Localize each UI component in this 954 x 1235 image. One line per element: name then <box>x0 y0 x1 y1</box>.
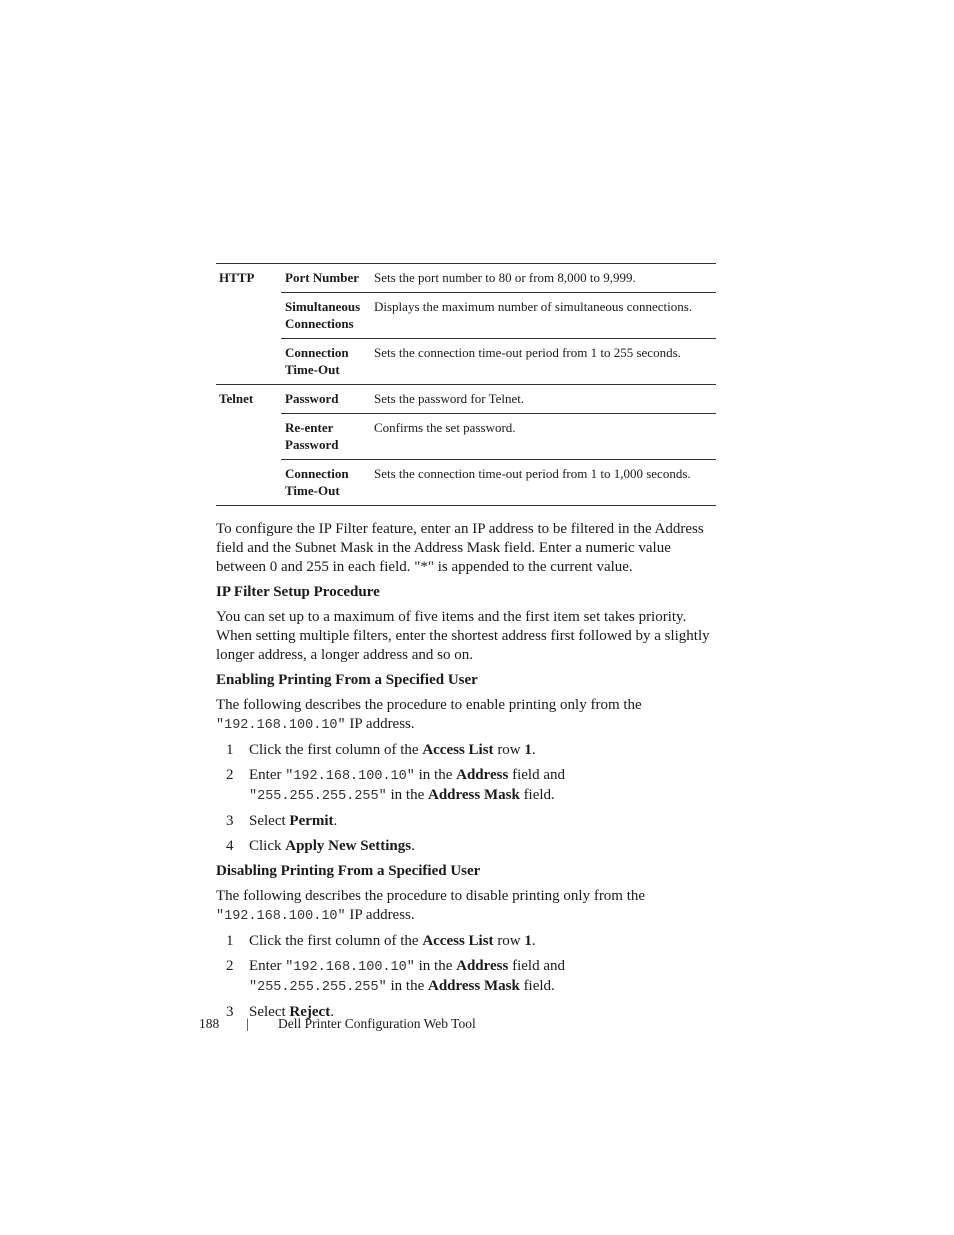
step-text: in the <box>414 958 457 974</box>
ui-term: Reject <box>289 1004 331 1020</box>
ui-term: Apply New Settings <box>285 838 412 854</box>
setting-name: Re-enter Password <box>281 414 370 460</box>
step-number: 2 <box>226 958 234 974</box>
ui-term: 1 <box>524 742 532 758</box>
footer-separator: | <box>246 1016 249 1031</box>
list-item <box>216 837 716 856</box>
step-text: Enter <box>249 767 286 783</box>
step-text: . <box>411 838 415 854</box>
setting-description: Sets the port number to 80 or from 8,000 to 9,999. <box>370 264 716 293</box>
step-number: 4 <box>226 838 234 854</box>
setting-name: Connection Time-Out <box>281 339 370 385</box>
intro-text: The following describes the procedure to enable printing only from the <box>216 697 642 713</box>
step-text: . <box>531 742 536 758</box>
ip-address: "192.168.100.10" <box>285 769 415 784</box>
ui-term: Address Mask <box>427 978 520 994</box>
mask-address: "255.255.255.255" <box>249 789 387 804</box>
settings-table <box>216 263 716 506</box>
ui-term: Access List <box>422 742 494 758</box>
setting-description: Sets the connection time-out period from 1 to 1,000 seconds. <box>370 460 716 506</box>
disable-heading: Disabling Printing From a Specified User <box>216 863 481 879</box>
setting-name: Password <box>281 385 370 414</box>
mask-address: "255.255.255.255" <box>249 980 387 995</box>
ip-address: "192.168.100.10" <box>285 960 415 975</box>
setting-name: Port Number <box>281 264 370 293</box>
setting-name: Connection Time-Out <box>281 460 370 506</box>
step-text: in the <box>414 767 457 783</box>
step-text: Click <box>249 838 286 854</box>
step-text: field. <box>519 787 555 803</box>
step-text: . <box>330 1004 334 1020</box>
list-item <box>216 741 716 760</box>
footer-title: Dell Printer Configuration Web Tool <box>278 1016 476 1031</box>
setting-description: Displays the maximum number of simultaneous connections. <box>370 293 716 339</box>
ui-term: Permit <box>289 813 334 829</box>
intro-text: The following describes the procedure to disable printing only from the <box>216 888 646 904</box>
list-item <box>216 766 716 806</box>
step-number: 1 <box>226 933 234 949</box>
list-item <box>216 932 716 951</box>
step-text: field and <box>508 958 566 974</box>
ip-address: "192.168.100.10" <box>216 718 346 733</box>
enable-steps <box>216 741 716 856</box>
intro-paragraph: To configure the IP Filter feature, enter an IP address to be filtered in the Address field and the Subnet Mask in the Address Mask field. Enter a numeric value between 0 and 255 in each field. "*" is appended to the current value. <box>216 521 704 575</box>
step-text: in the <box>386 787 428 803</box>
ui-term: Address <box>456 958 509 974</box>
step-text: Select <box>249 813 290 829</box>
ui-term: Access List <box>422 933 494 949</box>
category-cell: Telnet <box>216 385 281 506</box>
step-text: field and <box>508 767 566 783</box>
disable-intro <box>216 887 716 926</box>
enable-heading: Enabling Printing From a Specified User <box>216 672 478 688</box>
table-row <box>216 460 716 506</box>
step-text: row <box>493 933 525 949</box>
category-cell: HTTP <box>216 264 281 385</box>
table-row <box>216 339 716 385</box>
page-content <box>216 263 716 1028</box>
table-row <box>216 385 716 414</box>
step-number: 2 <box>226 767 234 783</box>
setting-description: Sets the password for Telnet. <box>370 385 716 414</box>
ui-term: Address <box>456 767 509 783</box>
page-number: 188 <box>199 1016 220 1031</box>
intro-text: IP address. <box>345 716 415 732</box>
step-text: Click the first column of the <box>249 742 423 758</box>
setup-heading: IP Filter Setup Procedure <box>216 584 380 600</box>
intro-text: IP address. <box>345 907 415 923</box>
step-text: in the <box>386 978 428 994</box>
list-item <box>216 812 716 831</box>
setting-description: Sets the connection time-out period from 1 to 255 seconds. <box>370 339 716 385</box>
step-number: 1 <box>226 742 234 758</box>
list-item <box>216 957 716 997</box>
disable-steps <box>216 932 716 1022</box>
step-text: row <box>493 742 525 758</box>
step-text: Select <box>249 1004 290 1020</box>
step-number: 3 <box>226 813 234 829</box>
ip-address: "192.168.100.10" <box>216 909 346 924</box>
setting-description: Confirms the set password. <box>370 414 716 460</box>
step-number: 3 <box>226 1004 234 1020</box>
enable-intro <box>216 696 716 735</box>
ui-term: Address Mask <box>427 787 520 803</box>
setting-name: Simultaneous Connections <box>281 293 370 339</box>
step-text: field. <box>519 978 555 994</box>
step-text: Click the first column of the <box>249 933 423 949</box>
setup-paragraph: You can set up to a maximum of five items and the first item set takes priority. When setting multiple filters, enter the shortest address first followed by a slightly longer address, a longer address and so on. <box>216 609 710 663</box>
body-text <box>216 520 716 1022</box>
table-row <box>216 264 716 293</box>
step-text: Enter <box>249 958 286 974</box>
table-row <box>216 414 716 460</box>
step-text: . <box>333 813 338 829</box>
step-text: . <box>531 933 536 949</box>
ui-term: 1 <box>524 933 532 949</box>
table-row <box>216 293 716 339</box>
